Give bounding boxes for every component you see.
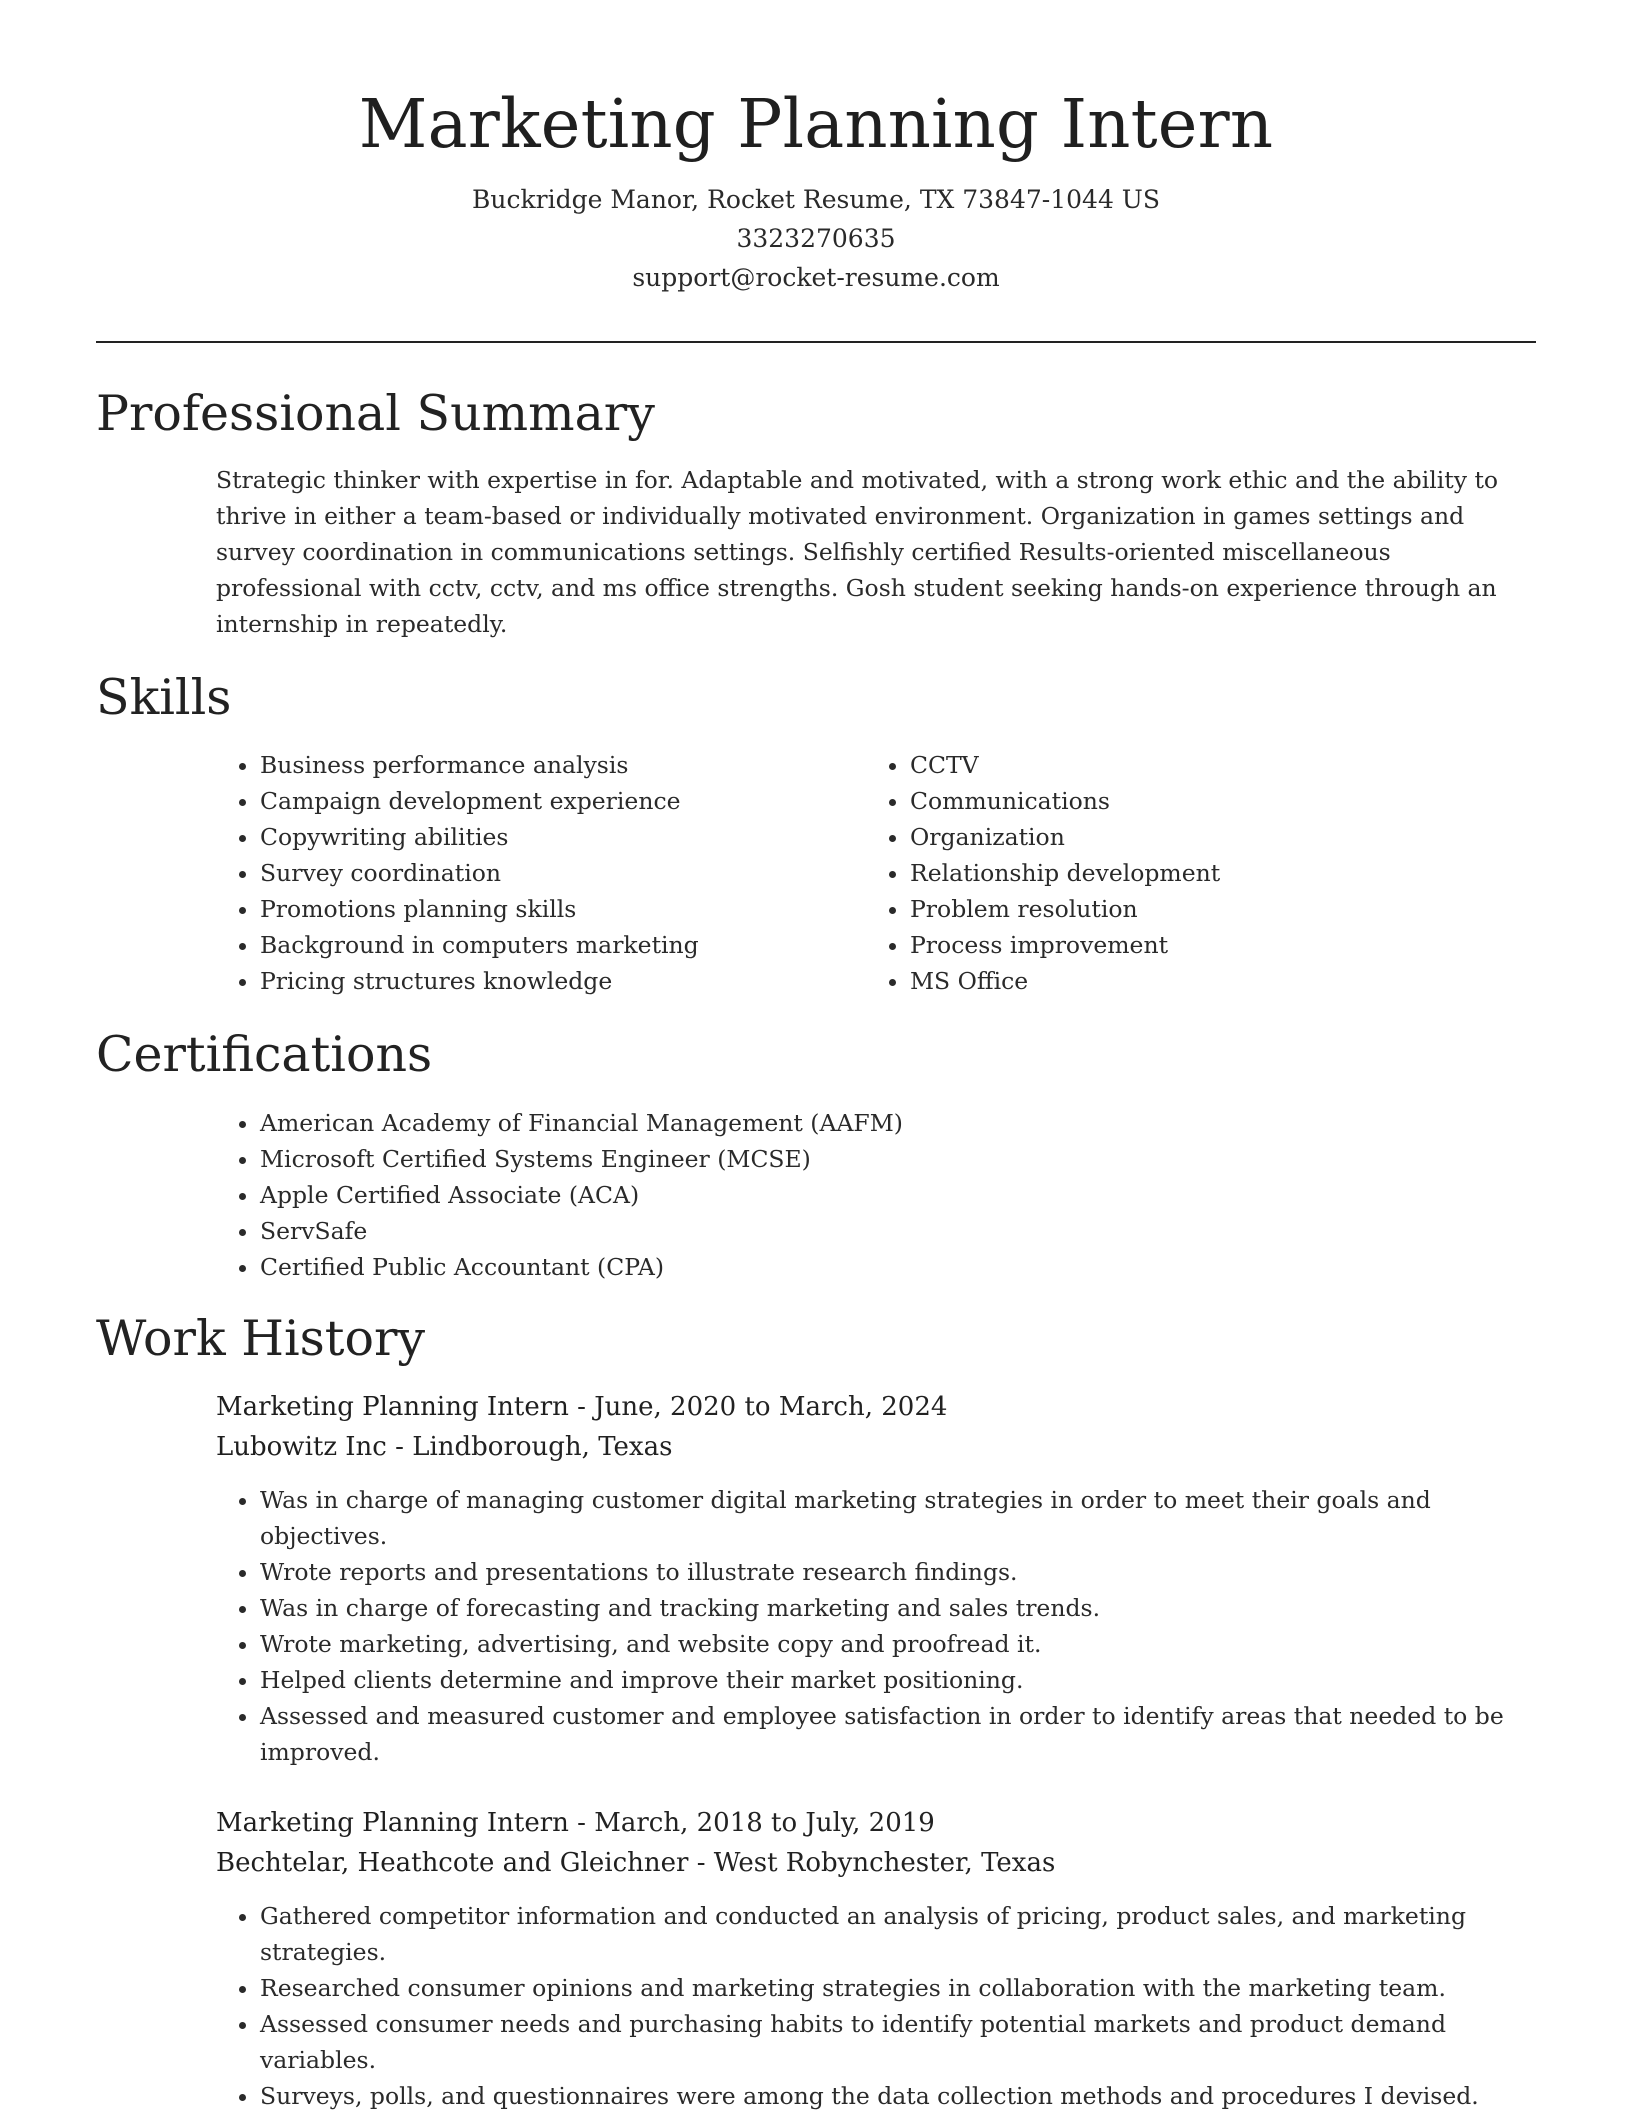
- job-location: - West Robynchester, Texas: [688, 1848, 1056, 1878]
- list-item: • Pricing structures knowledge: [260, 963, 860, 999]
- list-item: • Campaign development experience: [260, 783, 860, 819]
- job-company: Bechtelar, Heathcote and Gleichner: [216, 1848, 689, 1878]
- list-item: • Communications: [910, 783, 1510, 819]
- list-item: • CCTV: [910, 747, 1510, 783]
- job-dates: - June, 2020 to March, 2024: [568, 1392, 948, 1422]
- list-item: • Microsoft Certified Systems Engineer (MCSE): [260, 1141, 1560, 1177]
- list-item: • Helped clients determine and improve their market positioning.: [260, 1662, 1560, 1698]
- list-item: • Wrote reports and presentations to illustrate research findings.: [260, 1554, 1560, 1590]
- list-item: • Certified Public Accountant (CPA): [260, 1249, 1560, 1285]
- job-company-line: [216, 1843, 1055, 1883]
- phone-text: 3323270635: [736, 224, 896, 253]
- candidate-name: Marketing Planning Intern: [358, 85, 1274, 163]
- list-item: • Surveys, polls, and questionnaires were among the data collection methods and procedures I devised.: [260, 2078, 1560, 2114]
- list-item: • MS Office: [910, 963, 1510, 999]
- job-bullets: [216, 1898, 1560, 2114]
- skills-list-left: [216, 747, 860, 999]
- job-location: - Lindborough, Texas: [386, 1432, 673, 1462]
- certifications-list: [216, 1105, 1560, 1285]
- list-item: • Copywriting abilities: [260, 819, 860, 855]
- list-item: • Gathered competitor information and conducted an analysis of pricing, product sales, and marketing strategies.: [260, 1898, 1560, 1970]
- resume-header: [0, 0, 1632, 297]
- job-company: Lubowitz Inc: [216, 1432, 387, 1462]
- list-item: • ServSafe: [260, 1213, 1560, 1249]
- list-item: • Survey coordination: [260, 855, 860, 891]
- list-item: • Apple Certified Associate (ACA): [260, 1177, 1560, 1213]
- list-item: • Organization: [910, 819, 1510, 855]
- list-item: • Assessed consumer needs and purchasing habits to identify potential markets and product demand variables.: [260, 2006, 1560, 2078]
- list-item: • Business performance analysis: [260, 747, 860, 783]
- job-company-line: [216, 1427, 672, 1467]
- list-item: • Assessed and measured customer and employee satisfaction in order to identify areas that needed to be improved.: [260, 1698, 1560, 1770]
- summary-text: Strategic thinker with expertise in for. Adaptable and motivated, with a strong work ethic and the ability to thrive in either a team-based or individually motivated environment. Organization in games settings and survey coordination in communications settings. Selfishly certified Results-oriented miscellaneous professional with cctv, cctv, and ms office strengths. Gosh student seeking hands-on experience through an internship in repeatedly.: [216, 466, 1499, 638]
- list-item: • Was in charge of forecasting and tracking marketing and sales trends.: [260, 1590, 1560, 1626]
- list-item: • Relationship development: [910, 855, 1510, 891]
- list-item: • Background in computers marketing: [260, 927, 860, 963]
- work-history-heading: Work History: [96, 1310, 426, 1367]
- list-item: • Was in charge of managing customer digital marketing strategies in order to meet their goals and objectives.: [260, 1482, 1560, 1554]
- skills-heading: Skills: [96, 669, 232, 726]
- certifications-heading: Certifications: [96, 1026, 433, 1083]
- list-item: • Process improvement: [910, 927, 1510, 963]
- job-bullets: [216, 1482, 1560, 1770]
- contact-block: [0, 180, 1632, 297]
- summary-heading: Professional Summary: [96, 385, 655, 442]
- skills-list-right: [866, 747, 1510, 999]
- list-item: • Problem resolution: [910, 891, 1510, 927]
- job-role: Marketing Planning Intern: [216, 1808, 569, 1838]
- job-title-line: [216, 1803, 935, 1843]
- list-item: • Researched consumer opinions and marketing strategies in collaboration with the marketing team.: [260, 1970, 1560, 2006]
- list-item: • Promotions planning skills: [260, 891, 860, 927]
- address-text: Buckridge Manor, Rocket Resume, TX 73847-1044 US: [472, 185, 1160, 214]
- email-text: support@rocket-resume.com: [632, 263, 1000, 292]
- job-title-line: [216, 1387, 947, 1427]
- job-role: Marketing Planning Intern: [216, 1392, 569, 1422]
- list-item: • Wrote marketing, advertising, and website copy and proofread it.: [260, 1626, 1560, 1662]
- header-divider: [96, 341, 1536, 343]
- list-item: • American Academy of Financial Management (AAFM): [260, 1105, 1560, 1141]
- job-dates: - March, 2018 to July, 2019: [568, 1808, 935, 1838]
